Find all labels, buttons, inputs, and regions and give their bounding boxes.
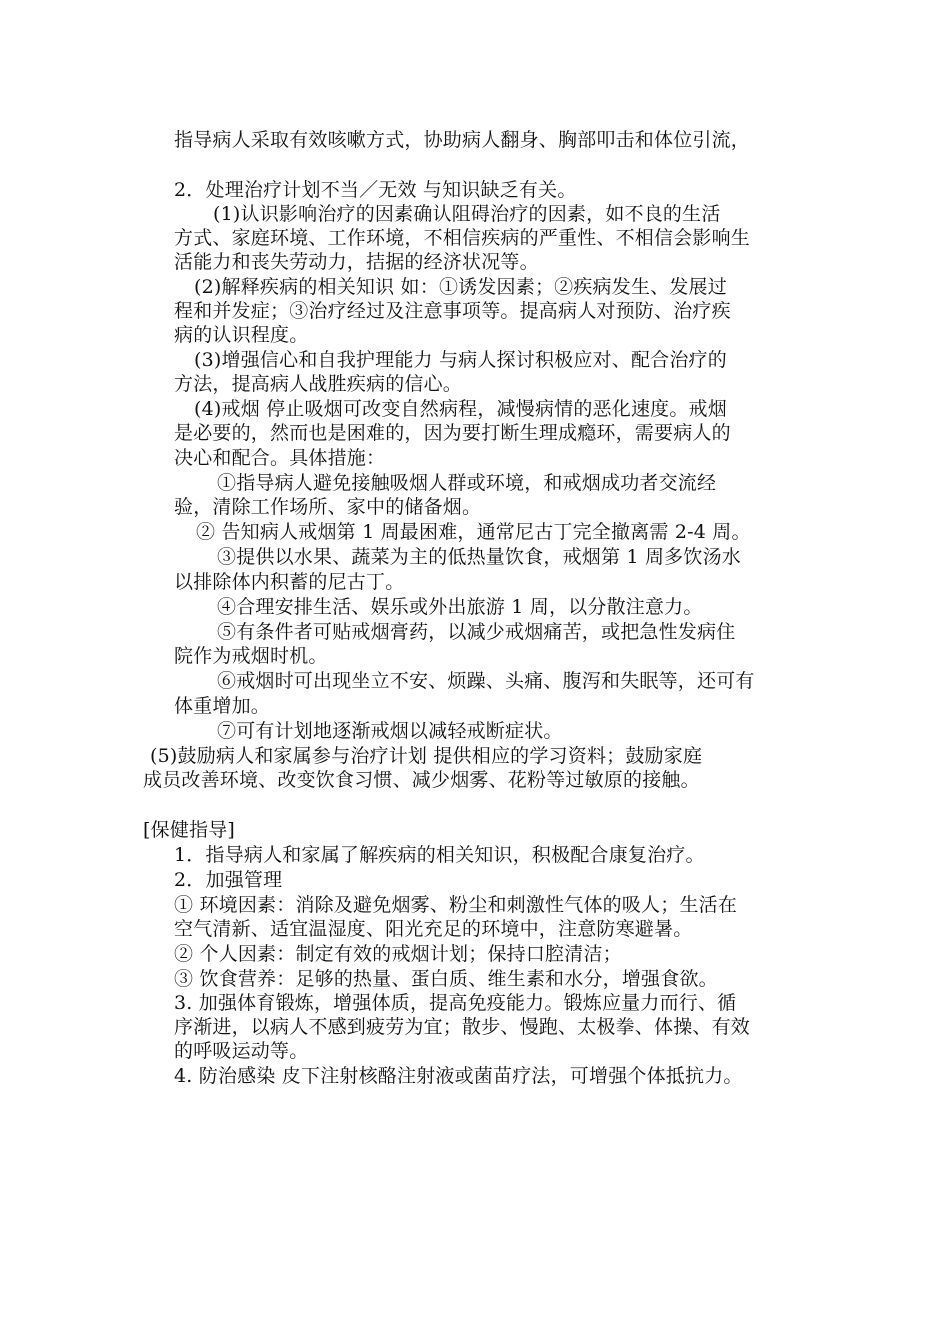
text-line: 2．处理治疗计划不当／无效 与知识缺乏有关。 — [174, 179, 577, 201]
text-line: ⑥戒烟时可出现坐立不安、烦躁、头痛、腹泻和失眠等，还可有 — [217, 670, 755, 692]
text-line: 1．指导病人和家属了解疾病的相关知识，积极配合康复治疗。 — [174, 844, 705, 866]
text-line: 活能力和丧失劳动力，拮据的经济状况等。 — [174, 251, 539, 273]
text-line: 2．加强管理 — [174, 869, 283, 891]
text-line: 3. 加强体育锻炼，增强体质，提高免疫能力。锻炼应量力而行、循 — [174, 992, 737, 1014]
text-line: 成员改善环境、改变饮食习惯、减少烟雾、花粉等过敏原的接触。 — [143, 769, 700, 791]
text-line: (5)鼓励病人和家属参与治疗计划 提供相应的学习资料；鼓励家庭 — [150, 745, 703, 767]
text-line: 方法，提高病人战胜疾病的信心。 — [174, 373, 463, 395]
text-line: (4)戒烟 停止吸烟可改变自然病程，减慢病情的恶化速度。戒烟 — [194, 398, 727, 420]
text-line: 体重增加。 — [174, 695, 271, 717]
text-line: (2)解释疾病的相关知识 如：①诱发因素；②疾病发生、发展过 — [194, 276, 727, 298]
text-line: ①指导病人避免接触吸烟人群或环境，和戒烟成功者交流经 — [217, 472, 717, 494]
text-line: 的呼吸运动等。 — [174, 1040, 309, 1062]
text-line: ⑦可有计划地逐渐戒烟以减轻戒断症状。 — [217, 720, 563, 742]
text-line: 程和并发症；③治疗经过及注意事项等。提高病人对预防、治疗疾 — [174, 300, 731, 322]
text-line: ⑤有条件者可贴戒烟膏药，以减少戒烟痛苦，或把急性发病住 — [217, 621, 736, 643]
text-line: 指导病人采取有效咳嗽方式，协助病人翻身、胸部叩击和体位引流， — [174, 129, 751, 151]
text-line: 空气清新、适宜温湿度、阳光充足的环境中，注意防寒避暑。 — [174, 918, 693, 940]
text-line: 方式、家庭环境、工作环境，不相信疾病的严重性、不相信会影响生 — [174, 227, 751, 249]
text-line: 是必要的，然而也是困难的，因为要打断生理成瘾环，需要病人的 — [174, 422, 731, 444]
text-line: ③ 饮食营养：足够的热量、蛋白质、维生素和水分，增强食欲。 — [174, 968, 718, 990]
text-line: 序渐进，以病人不感到疲劳为宜；散步、慢跑、太极拳、体操、有效 — [174, 1016, 751, 1038]
text-line: 院作为戒烟时机。 — [174, 645, 328, 667]
text-line: ④合理安排生活、娱乐或外出旅游 1 周，以分散注意力。 — [217, 596, 703, 618]
text-line: 病的认识程度。 — [174, 324, 309, 346]
text-line: 决心和配合。具体措施： — [174, 447, 386, 469]
text-line: ① 环境因素：消除及避免烟雾、粉尘和刺激性气体的吸人；生活在 — [174, 894, 738, 916]
text-line: 验，清除工作场所、家中的储备烟。 — [174, 496, 482, 518]
text-line: ③提供以水果、蔬菜为主的低热量饮食，戒烟第 1 周多饮汤水 — [217, 546, 741, 568]
text-line: (1)认识影响治疗的因素确认阻碍治疗的因素，如不良的生活 — [213, 203, 721, 225]
text-line: (3)增强信心和自我护理能力 与病人探讨积极应对、配合治疗的 — [194, 349, 727, 371]
text-line: 4. 防治感染 皮下注射核酪注射液或菌苗疗法，可增强个体抵抗力。 — [174, 1065, 743, 1087]
text-line: ② 告知病人戒烟第 1 周最困难，通常尼古丁完全撤离需 2-4 周。 — [196, 521, 751, 543]
section-heading: [保健指导] — [143, 819, 236, 841]
text-line: 以排除体内积蓄的尼古丁。 — [174, 571, 405, 593]
text-line: ② 个人因素：制定有效的戒烟计划；保持口腔清洁； — [174, 943, 622, 965]
